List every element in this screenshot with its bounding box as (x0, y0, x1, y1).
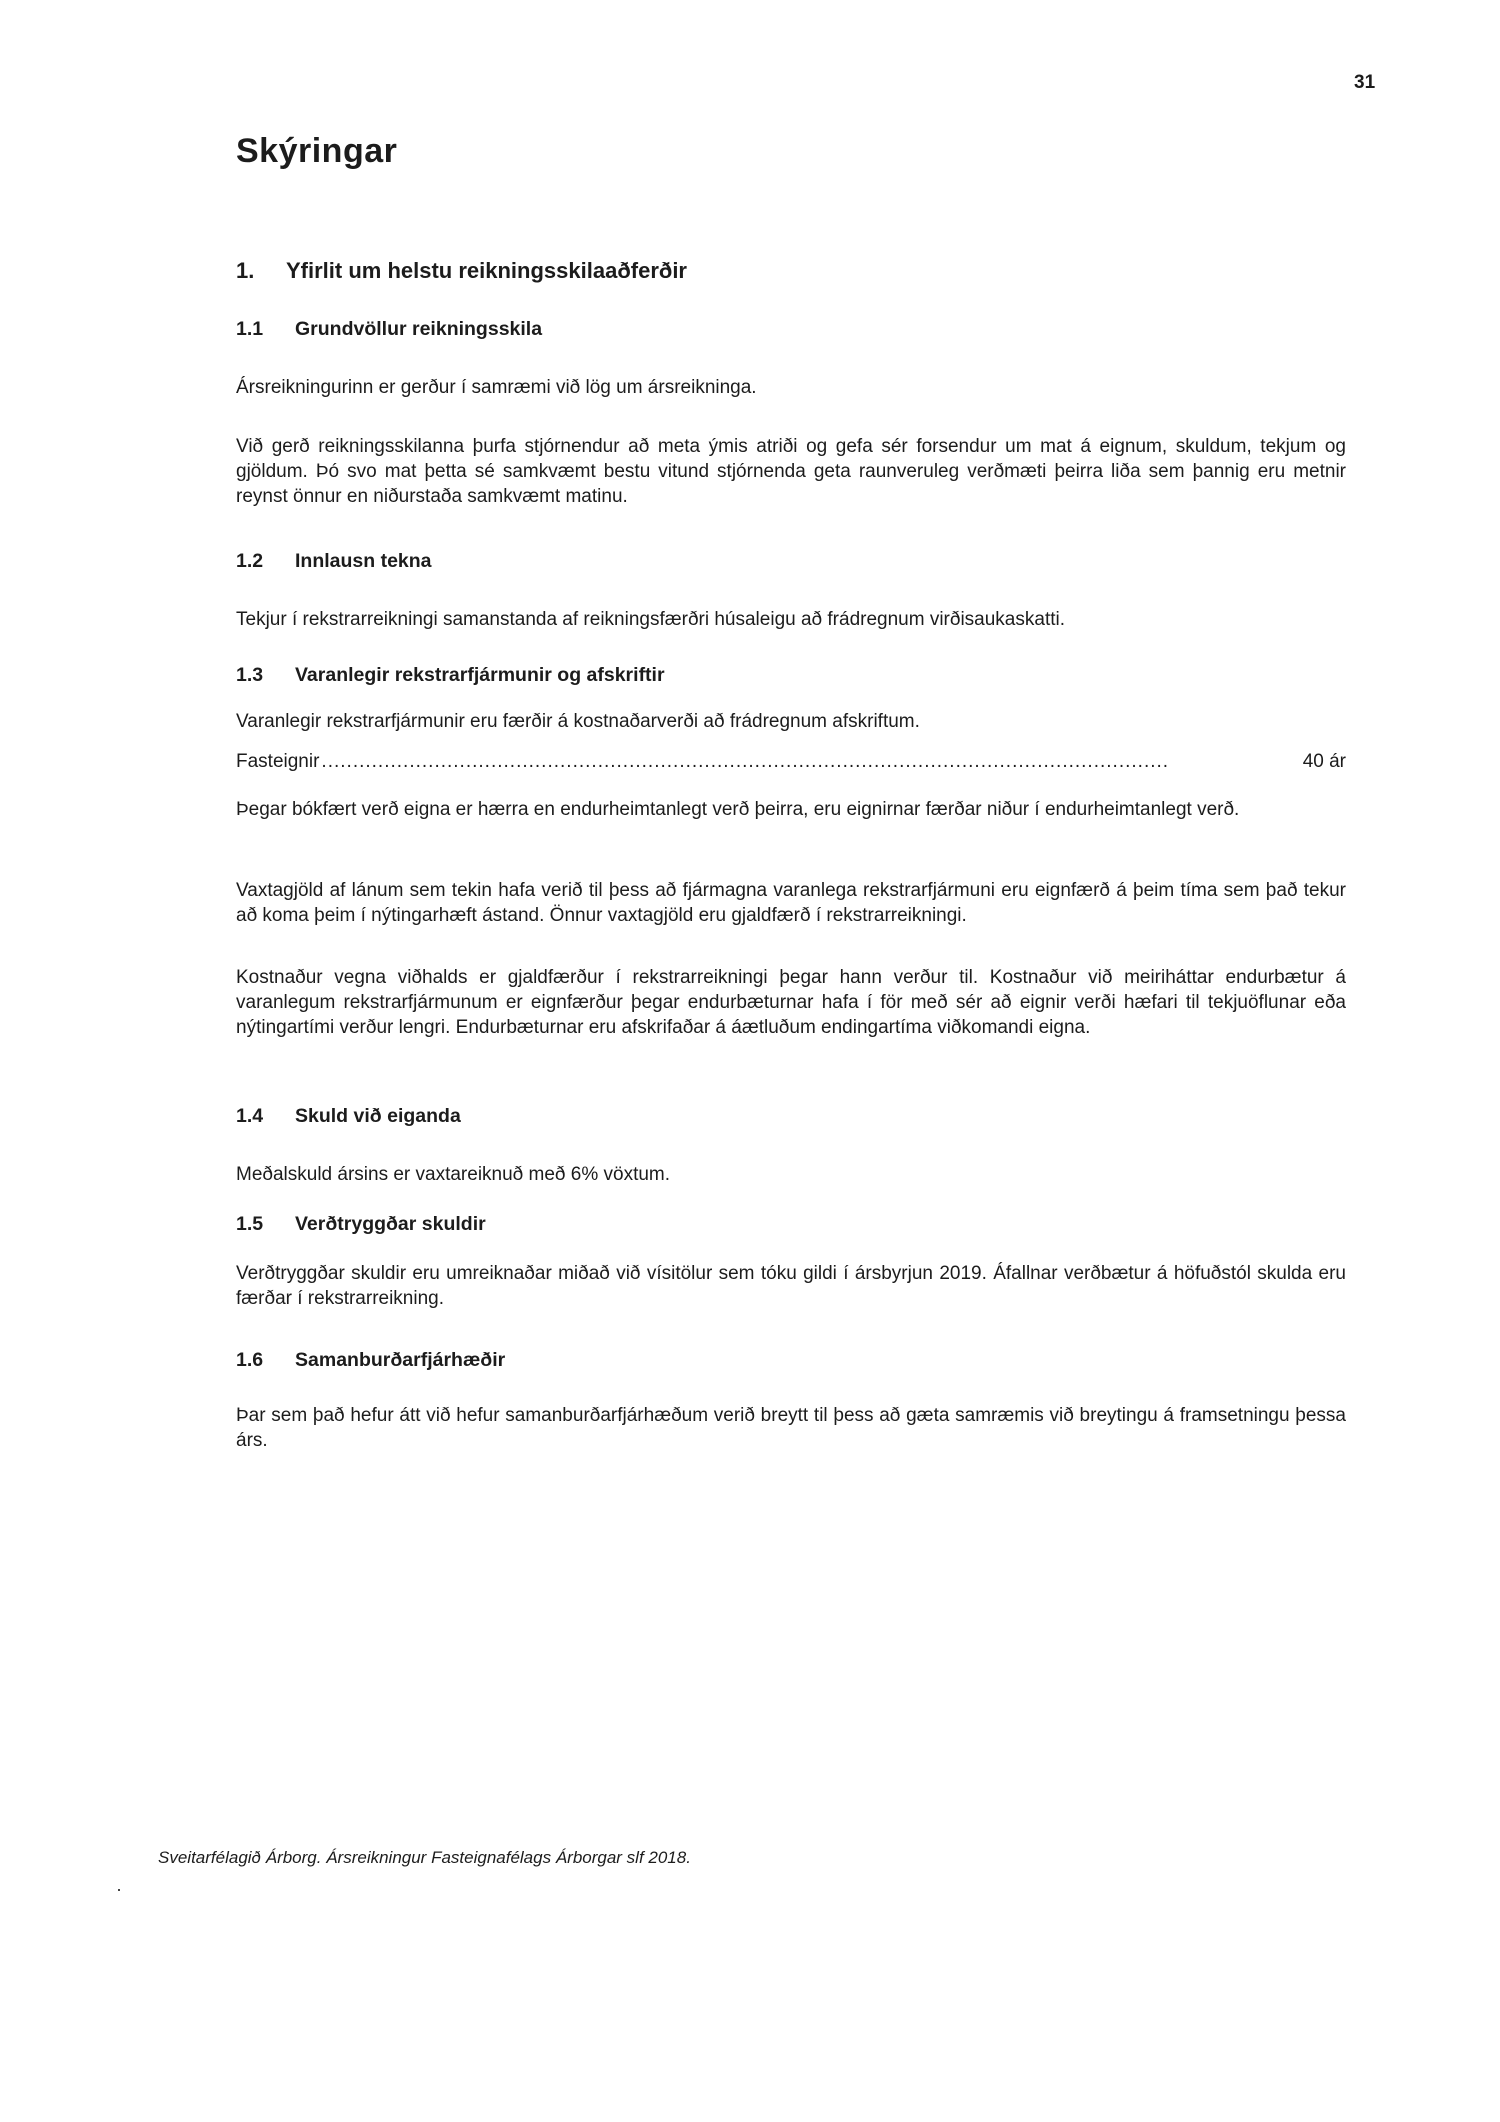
subsection-number: 1.4 (236, 1105, 264, 1127)
subsection-title: Varanlegir rekstrarfjármunir og afskriftir (295, 664, 665, 686)
subsection-number: 1.3 (236, 664, 264, 686)
subsection-number: 1.1 (236, 318, 264, 340)
subsection-title: Skuld við eiganda (295, 1105, 461, 1127)
subsection-heading-1-2 (236, 550, 432, 573)
subsection-title: Grundvöllur reikningsskila (295, 318, 543, 340)
scan-speck (118, 1889, 120, 1891)
paragraph-1-4: Meðalskuld ársins er vaxtareiknuð með 6% vöxtum. (236, 1164, 671, 1185)
paragraph-1-3-d: Kostnaður vegna viðhalds er gjaldfærður í rekstrarreikningi þegar hann verður til. Kostnaður við meiriháttar endurbætur á varanlegum rekstrarfjármunum er eignfærður þegar endurbæturnar hafa í för með sér að eignir verði hæfari til tekjuöflunar eða nýtingartími verður lengri. Endurbæturnar eru afskrifaðar á áætluðum endingartíma viðkomandi eigna. (236, 967, 1346, 1038)
paragraph-1-1-a: Ársreikningurinn er gerður í samræmi við lög um ársreikninga. (236, 377, 757, 398)
paragraph-1-3-c: Vaxtagjöld af lánum sem tekin hafa verið til þess að fjármagna varanlega rekstrarfjármuni eru eignfærð á þeim tíma sem það tekur að koma þeim í nýtingarhæft ástand. Önnur vaxtagjöld eru gjaldfærð í rekstrarreikningi. (236, 880, 1346, 926)
subsection-title: Verðtryggðar skuldir (295, 1213, 486, 1235)
subsection-heading-1-3 (236, 664, 665, 687)
depreciation-value: 40 ár (1302, 751, 1346, 772)
paragraph-1-6: Þar sem það hefur átt við hefur samanburðarfjárhæðum verið breytt til þess að gæta samræmis við breytingu á framsetningu þessa árs. (236, 1405, 1346, 1451)
subsection-number: 1.6 (236, 1349, 264, 1371)
depreciation-label: Fasteignir (236, 751, 320, 772)
subsection-heading-1-6 (236, 1349, 505, 1372)
section-number: 1. (236, 258, 255, 283)
subsection-title: Samanburðarfjárhæðir (295, 1349, 506, 1371)
subsection-heading-1-5 (236, 1213, 486, 1236)
paragraph-1-3-a: Varanlegir rekstrarfjármunir eru færðir á kostnaðarverði að frádregnum afskriftum. (236, 711, 920, 732)
subsection-number: 1.2 (236, 550, 264, 572)
page-footer: Sveitarfélagið Árborg. Ársreikningur Fasteignafélags Árborgar slf 2018. (158, 1848, 691, 1867)
dot-leader: ....................................................................................................................................... (321, 751, 1170, 772)
paragraph-1-1-b: Við gerð reikningsskilanna þurfa stjórnendur að meta ýmis atriði og gefa sér forsendur um mat á eignum, skuldum, tekjum og gjöldum. Þó svo mat þetta sé samkvæmt bestu vitund stjórnenda geta raunveruleg verðmæti þeirra liða sem þannig eru metnir reynst önnur en niðurstaða samkvæmt matinu. (236, 436, 1346, 507)
subsection-number: 1.5 (236, 1213, 264, 1235)
paragraph-1-5: Verðtryggðar skuldir eru umreiknaðar miðað við vísitölur sem tóku gildi í ársbyrjun 2019. Áfallnar verðbætur á höfuðstól skulda eru færðar í rekstrarreikning. (236, 1263, 1346, 1309)
paragraph-1-3-b: Þegar bókfært verð eigna er hærra en endurheimtanlegt verð þeirra, eru eignirnar færðar niður í endurheimtanlegt verð. (236, 799, 1240, 820)
page-number: 31 (1354, 72, 1376, 93)
section-heading (236, 258, 687, 284)
subsection-heading-1-1 (236, 318, 542, 341)
page-title: Skýringar (236, 132, 398, 170)
section-title: Yfirlit um helstu reikningsskilaaðferðir (286, 258, 687, 283)
subsection-title: Innlausn tekna (295, 550, 432, 572)
subsection-heading-1-4 (236, 1105, 461, 1128)
paragraph-1-2: Tekjur í rekstrarreikningi samanstanda af reikningsfærðri húsaleigu að frádregnum virðisaukaskatti. (236, 609, 1065, 630)
depreciation-row (236, 751, 1346, 773)
